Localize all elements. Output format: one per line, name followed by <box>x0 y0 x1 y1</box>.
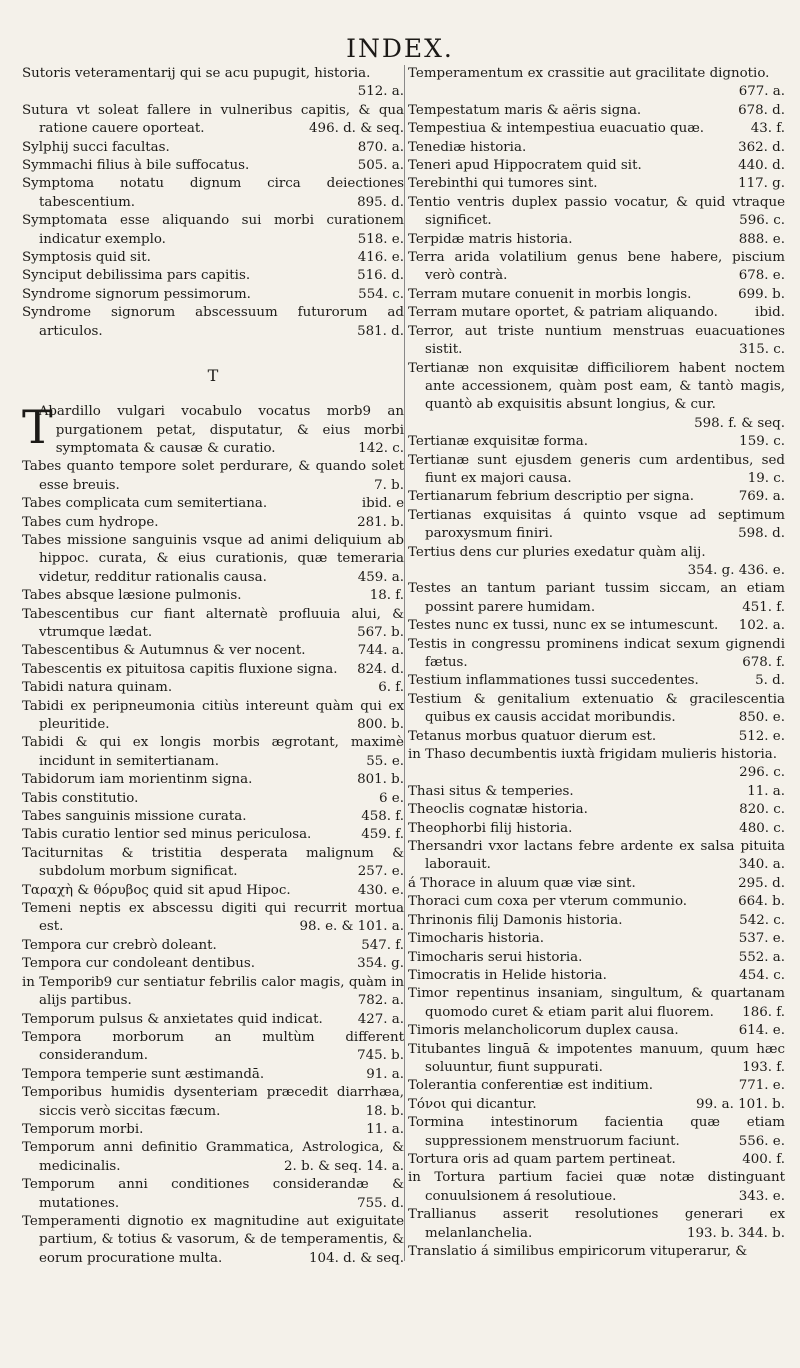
entry-ref: 459. a. <box>357 569 404 585</box>
index-entry <box>22 587 404 605</box>
index-entry <box>22 790 404 808</box>
entry-ref: 362. d. <box>738 139 785 155</box>
index-entry <box>408 912 785 930</box>
entry-text: Tabescentibus cur fiant alternatè profluuia alui, & vtrumque lædat. <box>22 606 404 640</box>
index-entry <box>408 1243 785 1261</box>
index-entry <box>22 1011 404 1029</box>
index-entry <box>408 1151 785 1169</box>
entry-ref: 850. e. <box>738 710 785 726</box>
entry-ref: 771. e. <box>738 1078 785 1094</box>
entry-text: Tertianæ exquisitæ forma. <box>408 434 589 450</box>
section-letter: T <box>207 366 219 386</box>
entry-text: Tempora cur crebrò doleant. <box>22 937 217 953</box>
entry-text: Sutura vt soleat fallere in vulneribus capitis, & qua ratione cauere oporteat. <box>22 102 404 137</box>
entry-text: Terebinthi qui tumores sint. <box>408 176 598 192</box>
entry-text: Temporum anni definitio Grammatica, Astrologica, & medicinalis. <box>22 1140 404 1174</box>
entry-ref: 354. g. 436. e. <box>687 562 785 578</box>
entry-ref: 6. f. <box>378 680 404 696</box>
entry-text: Tabes missione sanguinis vsque ad animi deliquium ab hippoc. curata, & eius curationis, quæ temeraria videtur, redditur rationalis causa. <box>22 532 404 585</box>
entry-text: Theoclis cognatæ historia. <box>408 802 588 818</box>
index-entry <box>22 286 404 304</box>
entry-text: in Tortura partium faciei quæ notæ distinguant conuulsionem á resolutioue. <box>408 1170 785 1204</box>
entry-ref: 870. a. <box>357 139 404 155</box>
entry-text: Thersandri vxor lactans febre ardente ex salsa pituita laborauit. <box>408 839 785 873</box>
entry-ref: 699. b. <box>738 286 785 302</box>
entry-text: Tabidi natura quinam. <box>22 680 173 696</box>
entry-ref: 801. b. <box>357 772 404 788</box>
entry-text: Tabis curatio lentior sed minus periculosa. <box>22 827 312 843</box>
index-entry <box>22 1121 404 1139</box>
index-entry <box>22 495 404 513</box>
entry-text: Tenediæ historia. <box>408 139 527 155</box>
index-entry <box>408 1096 785 1114</box>
entry-ref: 516. d. <box>357 268 404 284</box>
index-entry <box>408 360 785 434</box>
index-entry <box>408 1041 785 1078</box>
entry-ref: 117. g. <box>738 176 785 192</box>
index-entry <box>22 212 404 249</box>
entry-text: Taciturnitas & tristitia desperata malignum & subdolum morbum significat. <box>22 845 404 880</box>
entry-text: Tabidi & qui ex longis morbis ægrotant, maximè incidunt in semitertianam. <box>22 735 404 769</box>
entry-ref: 755. d. <box>357 1195 404 1211</box>
entry-ref: 142. c. <box>358 440 404 456</box>
entry-text: Tabes complicata cum semitertiana. <box>22 496 268 512</box>
entry-ref: 193. b. 344. b. <box>686 1225 785 1241</box>
entry-text: Tormina intestinorum facientia quæ etiam suppressionem menstruorum faciunt. <box>408 1115 785 1149</box>
entry-ref: 416. e. <box>357 250 404 266</box>
index-entry <box>22 606 404 643</box>
entry-text: Timocharis historia. <box>408 931 545 947</box>
entry-ref: 678. f. <box>742 655 785 670</box>
entry-text: Τόνοι qui dicantur. <box>408 1096 537 1112</box>
entry-text: Synciput debilissima pars capitis. <box>22 268 251 284</box>
entry-ref: 769. a. <box>738 489 785 505</box>
entry-ref: 43. f. <box>750 121 785 137</box>
page-title: INDEX. <box>346 34 454 63</box>
index-entry <box>408 175 785 193</box>
entry-ref: 598. f. & seq. <box>694 415 785 431</box>
entry-ref: 496. d. & seq. <box>309 121 404 137</box>
index-entry <box>408 1077 785 1095</box>
index-entry <box>408 838 785 875</box>
index-entry <box>408 1022 785 1040</box>
entry-ref: 512. e. <box>738 728 785 744</box>
index-entry <box>22 514 404 532</box>
index-entry <box>22 267 404 285</box>
entry-ref: 400. f. <box>742 1151 785 1167</box>
entry-text: Tertianarum febrium descriptio per signa. <box>408 489 695 505</box>
entry-ref: 552. a. <box>738 949 785 965</box>
index-entry <box>408 433 785 451</box>
entry-text: Timoris melancholicorum duplex causa. <box>408 1023 679 1039</box>
entry-text: Tolerantia conferentiæ est inditium. <box>408 1078 654 1094</box>
entry-text: Tabis constitutio. <box>22 790 139 806</box>
entry-text: Tortura oris ad quam partem pertineat. <box>408 1151 676 1167</box>
index-entry <box>408 728 785 746</box>
index-entry <box>22 808 404 826</box>
left-column <box>22 65 404 1268</box>
entry-ref: 2. b. & seq. 14. a. <box>284 1158 404 1174</box>
entry-ref: 296. c. <box>739 765 785 781</box>
entry-text: Tabidorum iam morientinm signa. <box>22 772 253 788</box>
index-entry <box>408 783 785 801</box>
entry-text: Symptosis quid sit. <box>22 250 151 266</box>
index-entry <box>408 1114 785 1151</box>
entry-text: Temporibus humidis dysenteriam præcedit diarrhæa, siccis verò siccitas fæcum. <box>22 1085 404 1119</box>
index-entry <box>22 679 404 697</box>
entry-ref: 678. e. <box>738 268 785 284</box>
index-entry <box>22 661 404 679</box>
entry-text: Temperamenti dignotio ex magnitudine aut exiguitate partium, & totius & vasorum, & de temperamentis, & eorum procuratione multa. <box>22 1213 404 1266</box>
dropcap-entry <box>22 400 404 458</box>
entry-text: in Thaso decumbentis iuxtà frigidam mulieris historia. <box>408 747 777 763</box>
index-entry <box>22 249 404 267</box>
index-entry <box>408 672 785 690</box>
index-entry <box>22 845 404 882</box>
entry-ref: 888. e. <box>738 231 785 247</box>
index-entry <box>22 304 404 341</box>
entry-text: Syndrome signorum abscessuum futurorum ad articulos. <box>22 305 404 339</box>
index-entry <box>408 323 785 360</box>
index-entry <box>408 893 785 911</box>
entry-ref: 98. e. & 101. a. <box>299 919 404 935</box>
entry-text: Testes nunc ex tussi, nunc ex se intumescunt. <box>408 618 719 634</box>
right-entries <box>408 65 785 1261</box>
entry-text: Timocratis in Helide historia. <box>408 967 607 983</box>
entry-ref: 567. b. <box>357 624 404 640</box>
entry-text: Tabes absque læsione pulmonis. <box>22 588 242 604</box>
entry-ref: 5. d. <box>755 673 785 689</box>
entry-ref: 820. c. <box>739 802 785 818</box>
entry-ref: 596. c. <box>739 213 785 229</box>
index-entry <box>408 967 785 985</box>
entry-text: Ταραχὴ & θόρυβος quid sit apud Hipoc. <box>22 882 291 898</box>
index-entry <box>22 698 404 735</box>
entry-ref: 186. f. <box>742 1004 785 1020</box>
entry-ref: 824. d. <box>357 661 404 677</box>
index-entry <box>408 617 785 635</box>
entry-ref: 512. a. <box>357 84 404 100</box>
entry-ref: 440. d. <box>738 158 785 174</box>
entry-ref: 745. b. <box>357 1048 404 1064</box>
index-entry <box>22 734 404 771</box>
index-entry <box>408 65 785 102</box>
entry-ref: 895. d. <box>357 194 404 210</box>
entry-text: Symptoma notatu dignum circa deiectiones tabescentium. <box>22 176 404 210</box>
entry-ref: 598. d. <box>738 526 785 542</box>
right-column <box>408 65 785 1261</box>
entry-ref: 18. f. <box>369 588 404 604</box>
index-entry <box>408 139 785 157</box>
entry-text: Symmachi filius à bile suffocatus. <box>22 158 250 174</box>
index-entry <box>408 875 785 893</box>
index-entry <box>408 746 785 783</box>
entry-text: Tabes cum hydrope. <box>22 514 159 530</box>
index-entry <box>22 1139 404 1176</box>
entry-text: Tetanus morbus quatuor dierum est. <box>408 728 657 744</box>
entry-ref: ibid. <box>755 305 785 321</box>
index-entry <box>22 458 404 495</box>
entry-text: Tabescentis ex pituitosa capitis fluxione signa. <box>22 661 338 677</box>
index-entry <box>408 949 785 967</box>
entry-ref: 581. d. <box>357 323 404 339</box>
entry-ref: 281. b. <box>357 514 404 530</box>
entry-ref: 556. e. <box>738 1133 785 1149</box>
entry-text: Tabidi ex peripneumonia citiùs intereunt quàm qui ex pleuritide. <box>22 698 404 732</box>
index-entry <box>408 304 785 322</box>
entry-text: Terra arida volatilium genus bene habere, piscium verò contrà. <box>408 250 785 284</box>
entry-ref: 295. d. <box>738 875 785 891</box>
entry-ref: 800. b. <box>357 717 404 732</box>
index-entry <box>408 1169 785 1206</box>
index-entry <box>22 900 404 937</box>
entry-text: in Temporib9 cur sentiatur febrilis calor magis, quàm in alijs partibus. <box>22 974 404 1009</box>
entry-text: Temperamentum ex crassitie aut gracilitate dignotio. <box>408 66 770 81</box>
index-entry <box>22 1029 404 1066</box>
index-entry <box>408 820 785 838</box>
index-entry <box>22 532 404 587</box>
index-entry <box>408 691 785 728</box>
entry-text: Testes an tantum pariant tussim siccam, an etiam possint parere humidam. <box>408 581 785 615</box>
entry-text: Temporum anni conditiones considerandæ & mutationes. <box>22 1177 404 1211</box>
entry-ref: 99. a. 101. b. <box>696 1096 785 1112</box>
entry-ref: 11. a. <box>747 783 785 799</box>
entry-text: Terpidæ matris historia. <box>408 231 573 247</box>
entry-ref: 343. e. <box>738 1188 785 1204</box>
entry-text: Timor repentinus insaniam, singultum, & quartanam quomodo curet & etiam parit alui fluorem. <box>408 986 785 1020</box>
entry-ref: 518. e. <box>357 231 404 247</box>
index-entry <box>22 175 404 212</box>
index-entry <box>22 157 404 175</box>
index-entry <box>22 826 404 844</box>
index-entry <box>22 65 404 102</box>
entry-text: Tabes sanguinis missione curata. <box>22 809 247 825</box>
index-entry <box>408 120 785 138</box>
entry-ref: 427. a. <box>357 1011 404 1027</box>
index-entry <box>22 102 404 139</box>
entry-ref: 11. a. <box>366 1121 404 1137</box>
entry-ref: 537. e. <box>738 931 785 947</box>
index-entry <box>22 974 404 1011</box>
entry-text: Testium inflammationes tussi succedentes. <box>408 673 699 689</box>
index-entry <box>22 937 404 955</box>
index-entry <box>408 580 785 617</box>
entry-ref: 677. a. <box>738 84 785 100</box>
entry-text: Tabes quanto tempore solet perdurare, & quando solet esse breuis. <box>22 459 404 493</box>
entry-text: Temporum pulsus & anxietates quid indicat. <box>22 1011 323 1027</box>
entry-text: Tempestiua & intempestiua euacuatio quæ. <box>408 121 705 137</box>
entry-ref: 678. d. <box>738 102 785 118</box>
entry-text: Tempora temperie sunt æstimandā. <box>22 1066 265 1082</box>
entry-ref: 257. e. <box>357 864 404 880</box>
index-entry <box>22 955 404 973</box>
entry-text: Tempora cur condoleant dentibus. <box>22 956 255 972</box>
entry-text: Tempestatum maris & aëris signa. <box>408 102 642 118</box>
index-entry <box>408 985 785 1022</box>
entry-ref: 454. c. <box>739 967 785 983</box>
left-entries-s <box>22 65 404 341</box>
index-entry <box>22 139 404 157</box>
entry-text: Syndrome signorum pessimorum. <box>22 286 251 302</box>
entry-text: Thrinonis filij Damonis historia. <box>408 912 623 928</box>
entry-text: Titubantes linguā & impotentes manuum, quum hæc soluuntur, fiunt suppurati. <box>408 1041 785 1075</box>
entry-text: Translatio á similibus empiricorum vituperarur, & <box>408 1244 748 1259</box>
entry-ref: 19. c. <box>747 470 785 486</box>
entry-text: Tempora morborum an multùm different considerandum. <box>22 1029 404 1064</box>
entry-text: Temeni neptis ex abscessu digiti qui recurrit mortua est. <box>22 901 404 935</box>
entry-text: Thasi situs & temperies. <box>408 783 574 799</box>
entry-ref: 782. a. <box>357 993 404 1009</box>
entry-text: Theophorbi filij historia. <box>408 820 573 836</box>
entry-text: Tertianæ non exquisitæ difficiliorem habent noctem ante accessionem, quàm post eam, & tantò magis, quantò ab exquisitis absunt longius, & cur. <box>408 360 785 413</box>
index-entry <box>408 507 785 544</box>
index-entry <box>408 930 785 948</box>
entry-ref: 614. e. <box>738 1023 785 1039</box>
index-entry <box>408 286 785 304</box>
entry-text: Tentio ventris duplex passio vocatur, & quid vtraque significet. <box>408 194 785 229</box>
index-entry <box>408 1206 785 1243</box>
index-entry <box>22 1084 404 1121</box>
entry-text: Teneri apud Hippocratem quid sit. <box>408 158 642 174</box>
entry-ref: 480. c. <box>739 820 785 836</box>
entry-ref: 554. c. <box>358 286 404 302</box>
index-entry <box>22 771 404 789</box>
entry-text: á Thorace in aluum quæ viæ sint. <box>408 875 636 891</box>
entry-text: Sutoris veteramentarij qui se acu pupugit, historia. <box>22 66 371 81</box>
entry-ref: 159. c. <box>739 434 785 450</box>
entry-text: Tertius dens cur pluries exedatur quàm alij. <box>408 544 706 560</box>
entry-ref: 664. b. <box>738 894 785 910</box>
entry-text: Tertianæ sunt ejusdem generis cum ardentibus, sed fiunt ex majori causa. <box>408 452 785 486</box>
left-entries-t <box>22 458 404 1268</box>
entry-ref: 91. a. <box>366 1066 404 1082</box>
entry-ref: 505. a. <box>357 158 404 174</box>
entry-ref: 459. f. <box>361 827 404 843</box>
index-entry <box>408 194 785 231</box>
entry-ref: 104. d. & seq. <box>309 1250 404 1266</box>
index-entry <box>408 452 785 489</box>
entry-text: Tabescentibus & Autumnus & ver nocent. <box>22 643 306 659</box>
entry-ref: 193. f. <box>742 1059 785 1075</box>
entry-text: Symptomata esse aliquando sui morbi curationem indicatur exemplo. <box>22 213 404 247</box>
drop-cap: T <box>22 400 53 455</box>
entry-text: Testis in congressu prominens indicat sexum gignendi fætus. <box>408 636 785 670</box>
index-entry <box>22 882 404 900</box>
entry-text: Terram mutare oportet, & patriam aliquando. <box>408 305 718 321</box>
index-entry <box>408 636 785 673</box>
index-entry <box>408 231 785 249</box>
entry-ref: 458. f. <box>361 809 404 825</box>
entry-ref: 18. b. <box>365 1103 404 1119</box>
index-entry <box>408 102 785 120</box>
index-entry <box>408 801 785 819</box>
index-entry <box>408 249 785 286</box>
index-entry <box>408 544 785 581</box>
entry-ref: 102. a. <box>738 618 785 634</box>
entry-text: Abardillo vulgari vocabulo vocatus morb9 an purgationem petat, disputatur, & eius morbi symptomata & causæ & curatio. <box>38 404 404 456</box>
entry-text: Terror, aut triste nuntium menstruas euacuationes sistit. <box>408 323 785 358</box>
index-entry <box>22 1066 404 1084</box>
entry-text: Tertianas exquisitas á quinto vsque ad septimum paroxysmum finiri. <box>408 507 785 542</box>
entry-text: Terram mutare conuenit in morbis longis. <box>408 286 692 302</box>
entry-ref: 547. f. <box>361 937 404 953</box>
entry-ref: 55. e. <box>366 753 404 769</box>
entry-text: Testium & genitalium extenuatio & gracilescentia quibus ex causis accidat moribundis. <box>408 691 785 726</box>
entry-ref: 340. a. <box>738 857 785 873</box>
entry-ref: 7. b. <box>374 477 404 493</box>
entry-ref: 542. c. <box>739 912 785 928</box>
entry-ref: 451. f. <box>742 599 785 615</box>
index-entry <box>22 642 404 660</box>
entry-text: Trallianus asserit resolutiones generari ex melanlanchelia. <box>408 1207 785 1241</box>
entry-ref: ibid. e <box>361 496 404 512</box>
entry-text: Timocharis serui historia. <box>408 949 583 965</box>
index-entry <box>22 1176 404 1213</box>
entry-text: Thoraci cum coxa per vterum communio. <box>408 894 688 910</box>
entry-ref: 744. a. <box>357 643 404 659</box>
entry-ref: 6 e. <box>379 790 404 806</box>
index-entry <box>22 1213 404 1268</box>
entry-ref: 430. e. <box>357 882 404 898</box>
index-entry <box>408 488 785 506</box>
entry-ref: 354. g. <box>357 956 404 972</box>
entry-text: Temporum morbi. <box>22 1121 144 1137</box>
index-entry <box>408 157 785 175</box>
entry-ref: 315. c. <box>739 342 785 358</box>
entry-text: Sylphij succi facultas. <box>22 139 170 155</box>
